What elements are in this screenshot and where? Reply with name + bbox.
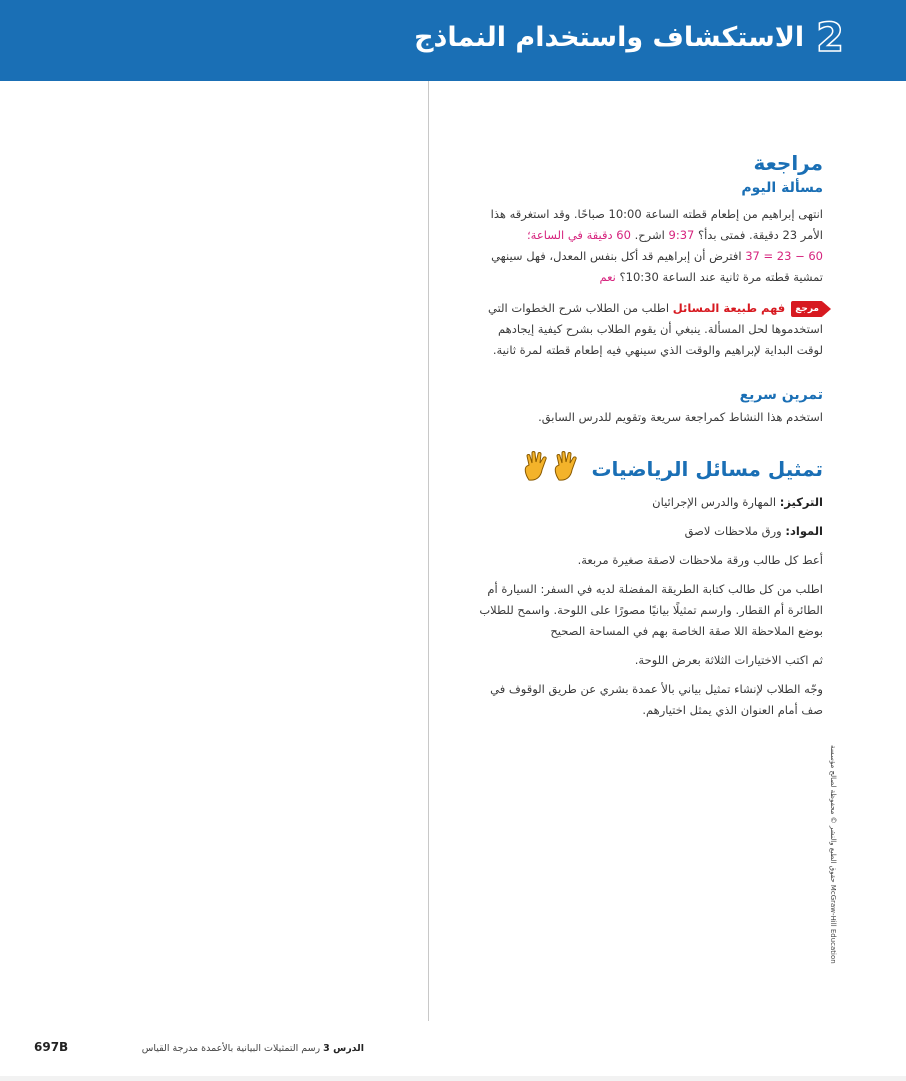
materials-line: المواد: ورق ملاحظات لاصق: [684, 524, 823, 538]
step-2-line: بوضع الملاحظة اللا صقة الخاصة بهم في المساحة الصحيح: [550, 624, 823, 638]
lesson-footer: [142, 1043, 364, 1054]
quick-practice: [455, 385, 823, 428]
step-4: [455, 679, 823, 721]
chapter-number: 2: [816, 15, 844, 61]
lesson-title: رسم التمثيلات البيانية بالأعمدة مدرجة القياس: [141, 1043, 324, 1054]
tip-title: فهم طبيعة المسائل: [672, 301, 786, 315]
problem-line: الأمر 23 دقيقة. فمتى بدأ؟ 9:37 اشرح. 60 دقيقة في الساعة؛: [527, 228, 823, 242]
problem-line: 37 = 23 − 60 افترض أن إبراهيم قد أكل بنفس المعدل، فهل سينهي: [491, 249, 823, 263]
teaching-tip: [455, 298, 823, 361]
step-1: أعط كل طالب ورقة ملاحظات لاصقة صغيرة مربعة.: [577, 553, 823, 567]
step-3: ثم اكتب الاختيارات الثلاثة بعرض اللوحة.: [634, 653, 823, 667]
represent-heading: تمثيل مسائل الرياضيات: [591, 457, 823, 481]
chapter-banner: [0, 0, 906, 81]
lesson-label: الدرس 3: [323, 1043, 364, 1054]
tip-line: مرجعفهم طبيعة المسائل اطلب من الطلاب شرح الخطوات التي: [455, 298, 823, 319]
step-2: [455, 579, 823, 642]
problem-line: انتهى إبراهيم من إطعام قطته الساعة 10:00 صباحًا. وقد استغرقه هذا: [490, 207, 823, 221]
chapter-title: الاستكشاف واستخدام النماذج: [414, 22, 805, 53]
tip-badge: مرجع: [791, 301, 823, 317]
copyright-text: حقوق الطبع والنشر © محفوظة لصالح مؤسسة McGraw-Hill Education: [829, 745, 837, 964]
review-heading: مراجعة: [753, 151, 823, 175]
tip-line: لوقت البداية لإبراهيم والوقت الذي سينهي فيه إطعام قطته لمرة ثانية.: [492, 343, 823, 357]
problem-line: تمشية قطته مرة ثانية عند الساعة 10:30؟ نعم: [599, 270, 823, 284]
right-column: [455, 150, 823, 721]
focus-line: التركيز: المهارة والدرس الإجرائيان: [652, 495, 823, 509]
chapter-heading: [414, 16, 844, 60]
problem-text: [455, 204, 823, 288]
quick-practice-text: استخدم هذا النشاط كمراجعة سريعة وتقويم للدرس السابق.: [538, 410, 823, 424]
represent-heading-row: [455, 450, 823, 488]
column-divider: [428, 81, 429, 1021]
quick-practice-heading: تمرين سريع: [739, 387, 823, 403]
page-footer: [34, 1040, 364, 1054]
step-2-line: اطلب من كل طالب كتابة الطريقة المفضلة لديه في السفر: السيارة أم: [487, 582, 823, 596]
page-number: 697B: [34, 1040, 69, 1054]
problem-of-day-heading: مسألة اليوم: [741, 180, 823, 196]
step-4-line: صف أمام العنوان الذي يمثل اختيارهم.: [642, 703, 823, 717]
bottom-strip: [0, 1076, 906, 1081]
tip-line: استخدموها لحل المسألة. ينبغي أن يقوم الطلاب بشرح كيفية إيجادهم: [497, 322, 823, 336]
hands-icon: [521, 450, 583, 488]
step-4-line: وجّه الطلاب لإنشاء تمثيل بياني بالأ عمدة بشري عن طريق الوقوف في: [490, 682, 823, 696]
copyright-note: [829, 745, 845, 975]
step-2-line: الطائرة أم القطار. وارسم تمثيلًا بيانيًا مصورًا على اللوحة. واسمح للطلاب: [479, 603, 823, 617]
